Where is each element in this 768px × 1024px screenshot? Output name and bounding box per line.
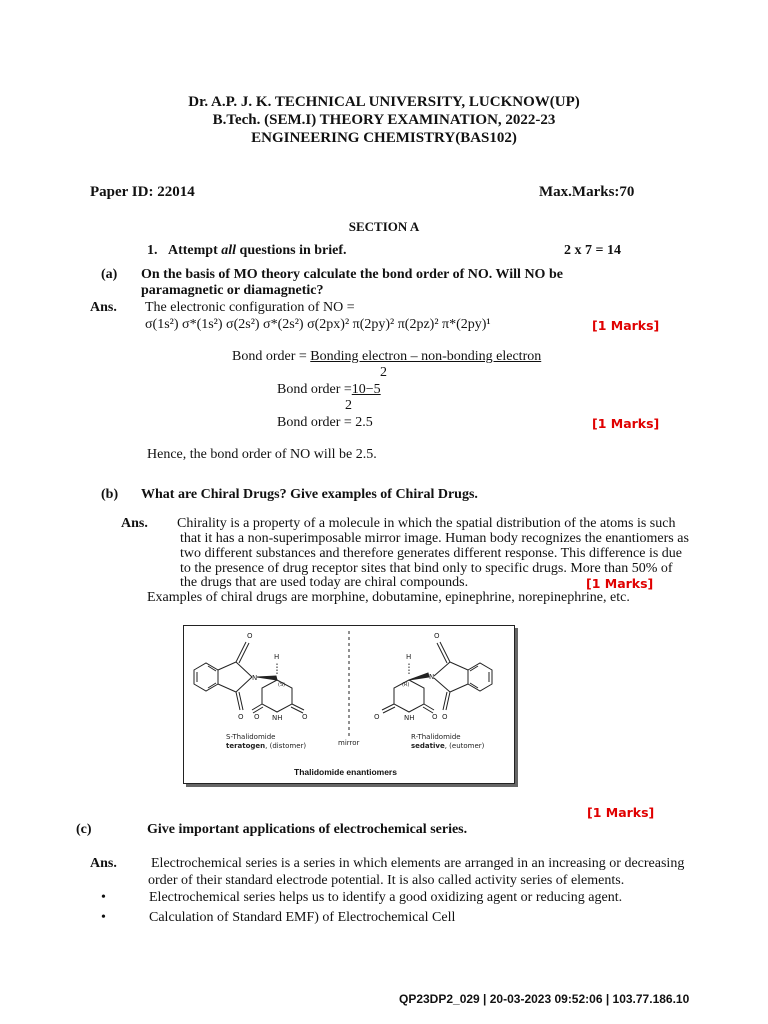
thalidomide-diagram — [184, 626, 514, 783]
question-c: Give important applications of electrochemical series. — [147, 822, 468, 837]
atom-label: O — [238, 713, 244, 721]
section-title: SECTION A — [348, 219, 420, 234]
answer-b-line3: two different substances and therefore generates different response. This difference is due — [180, 546, 682, 561]
question-b: What are Chiral Drugs? Give examples of Chiral Drugs. — [141, 487, 478, 502]
bond-order-result: Bond order = 2.5 — [277, 415, 373, 430]
left-wedge-bond — [257, 676, 277, 680]
right-benzene-ring — [468, 663, 492, 691]
question-label-a: (a) — [101, 267, 118, 282]
thalidomide-figure — [183, 625, 515, 784]
atom-label: O — [254, 713, 260, 721]
marks-badge: [1 Marks] — [587, 805, 655, 820]
bullet-dot: • — [101, 910, 106, 925]
list-item: Electrochemical series helps us to identify a good oxidizing agent or reducing agent. — [149, 890, 623, 905]
examples-b: Examples of chiral drugs are morphine, dobutamine, epinephrine, norepinephrine, etc. — [147, 590, 630, 605]
config-intro: The electronic configuration of NO = — [145, 300, 355, 315]
config-formula: σ(1s²) σ*(1s²) σ(2s²) σ*(2s²) σ(2px)² π(2py)² π(2pz)² π*(2py)¹ — [145, 317, 491, 332]
atom-label: N — [429, 673, 435, 681]
figure-caption: Thalidomide enantiomers — [294, 767, 397, 777]
bond-order-denominator: 2 — [380, 365, 387, 380]
subject-title: ENGINEERING CHEMISTRY(BAS102) — [251, 130, 517, 146]
answer-label-c: Ans. — [90, 856, 117, 871]
atom-label: O — [247, 632, 253, 640]
exam-title: B.Tech. (SEM.I) THEORY EXAMINATION, 2022-23 — [212, 112, 556, 128]
atom-label: N — [252, 674, 258, 682]
atom-label: O — [374, 713, 380, 721]
answer-c-line2: order of their standard electrode potential. It is also called activity series of elements. — [148, 873, 625, 888]
section-marks: 2 x 7 = 14 — [564, 243, 621, 258]
answer-c-line1: Electrochemical series is a series in which elements are arranged in an increasing or decreasing — [151, 856, 685, 871]
bond-order-step-denominator: 2 — [345, 398, 352, 413]
paper-id: Paper ID: 22014 — [90, 184, 195, 200]
question-label-b: (b) — [101, 487, 119, 502]
question-a-line2: paramagnetic or diamagnetic? — [141, 283, 324, 298]
right-wedge-bond — [409, 673, 429, 680]
university-title: Dr. A.P. J. K. TECHNICAL UNIVERSITY, LUCKNOW(UP) — [188, 94, 580, 110]
atom-label: H — [406, 653, 412, 661]
answer-b-line5: the drugs that are used today are chiral compounds. — [180, 575, 469, 590]
page-footer: QP23DP2_029 | 20-03-2023 09:52:06 | 103.77.186.10 — [399, 992, 690, 1006]
answer-b-line2: that it has a non-superimposable mirror image. Human body recognizes the enantiomers as — [180, 531, 689, 546]
left-benzene-ring — [194, 663, 218, 691]
conclusion-a: Hence, the bond order of NO will be 2.5. — [147, 447, 377, 462]
answer-label-a: Ans. — [90, 300, 117, 315]
atom-label: NH — [404, 714, 415, 722]
stereo-label: (R) — [402, 682, 410, 688]
atom-label: O — [432, 713, 438, 721]
atom-label: O — [442, 713, 448, 721]
bullet-dot: • — [101, 890, 106, 905]
marks-badge: [1 Marks] — [592, 318, 660, 333]
right-enantiomer-desc: sedative, (eutomer) — [411, 742, 485, 750]
left-glutarimide-ring — [262, 680, 292, 712]
stereo-label: (S) — [278, 682, 286, 688]
question-label-c: (c) — [76, 822, 92, 837]
left-enantiomer-desc: teratogen, (distomer) — [226, 742, 307, 750]
answer-b-line4: to the presence of drug receptor sites that bind only to specific drugs. More than 50% of — [180, 561, 673, 576]
atom-label: NH — [272, 714, 283, 722]
right-enantiomer-name: R-Thalidomide — [411, 733, 461, 741]
answer-b-line1: Chirality is a property of a molecule in which the spatial distribution of the atoms is such — [177, 516, 676, 531]
atom-label: H — [274, 653, 280, 661]
mirror-label: mirror — [338, 739, 360, 747]
answer-label-b: Ans. — [121, 516, 148, 531]
section-instruction: 1. Attempt all questions in brief. — [147, 243, 347, 258]
list-item: Calculation of Standard EMF) of Electrochemical Cell — [149, 910, 456, 925]
atom-label: O — [302, 713, 308, 721]
max-marks: Max.Marks:70 — [539, 184, 635, 200]
question-a-line1: On the basis of MO theory calculate the bond order of NO. Will NO be — [141, 267, 563, 282]
marks-badge: [1 Marks] — [592, 416, 660, 431]
marks-badge: [1 Marks] — [586, 576, 654, 591]
bond-order-step: Bond order =10−5 — [277, 382, 381, 397]
left-enantiomer-name: S-Thalidomide — [226, 733, 276, 741]
bond-order-formula: Bond order = Bonding electron – non-bonding electron — [232, 349, 542, 364]
atom-label: O — [434, 632, 440, 640]
